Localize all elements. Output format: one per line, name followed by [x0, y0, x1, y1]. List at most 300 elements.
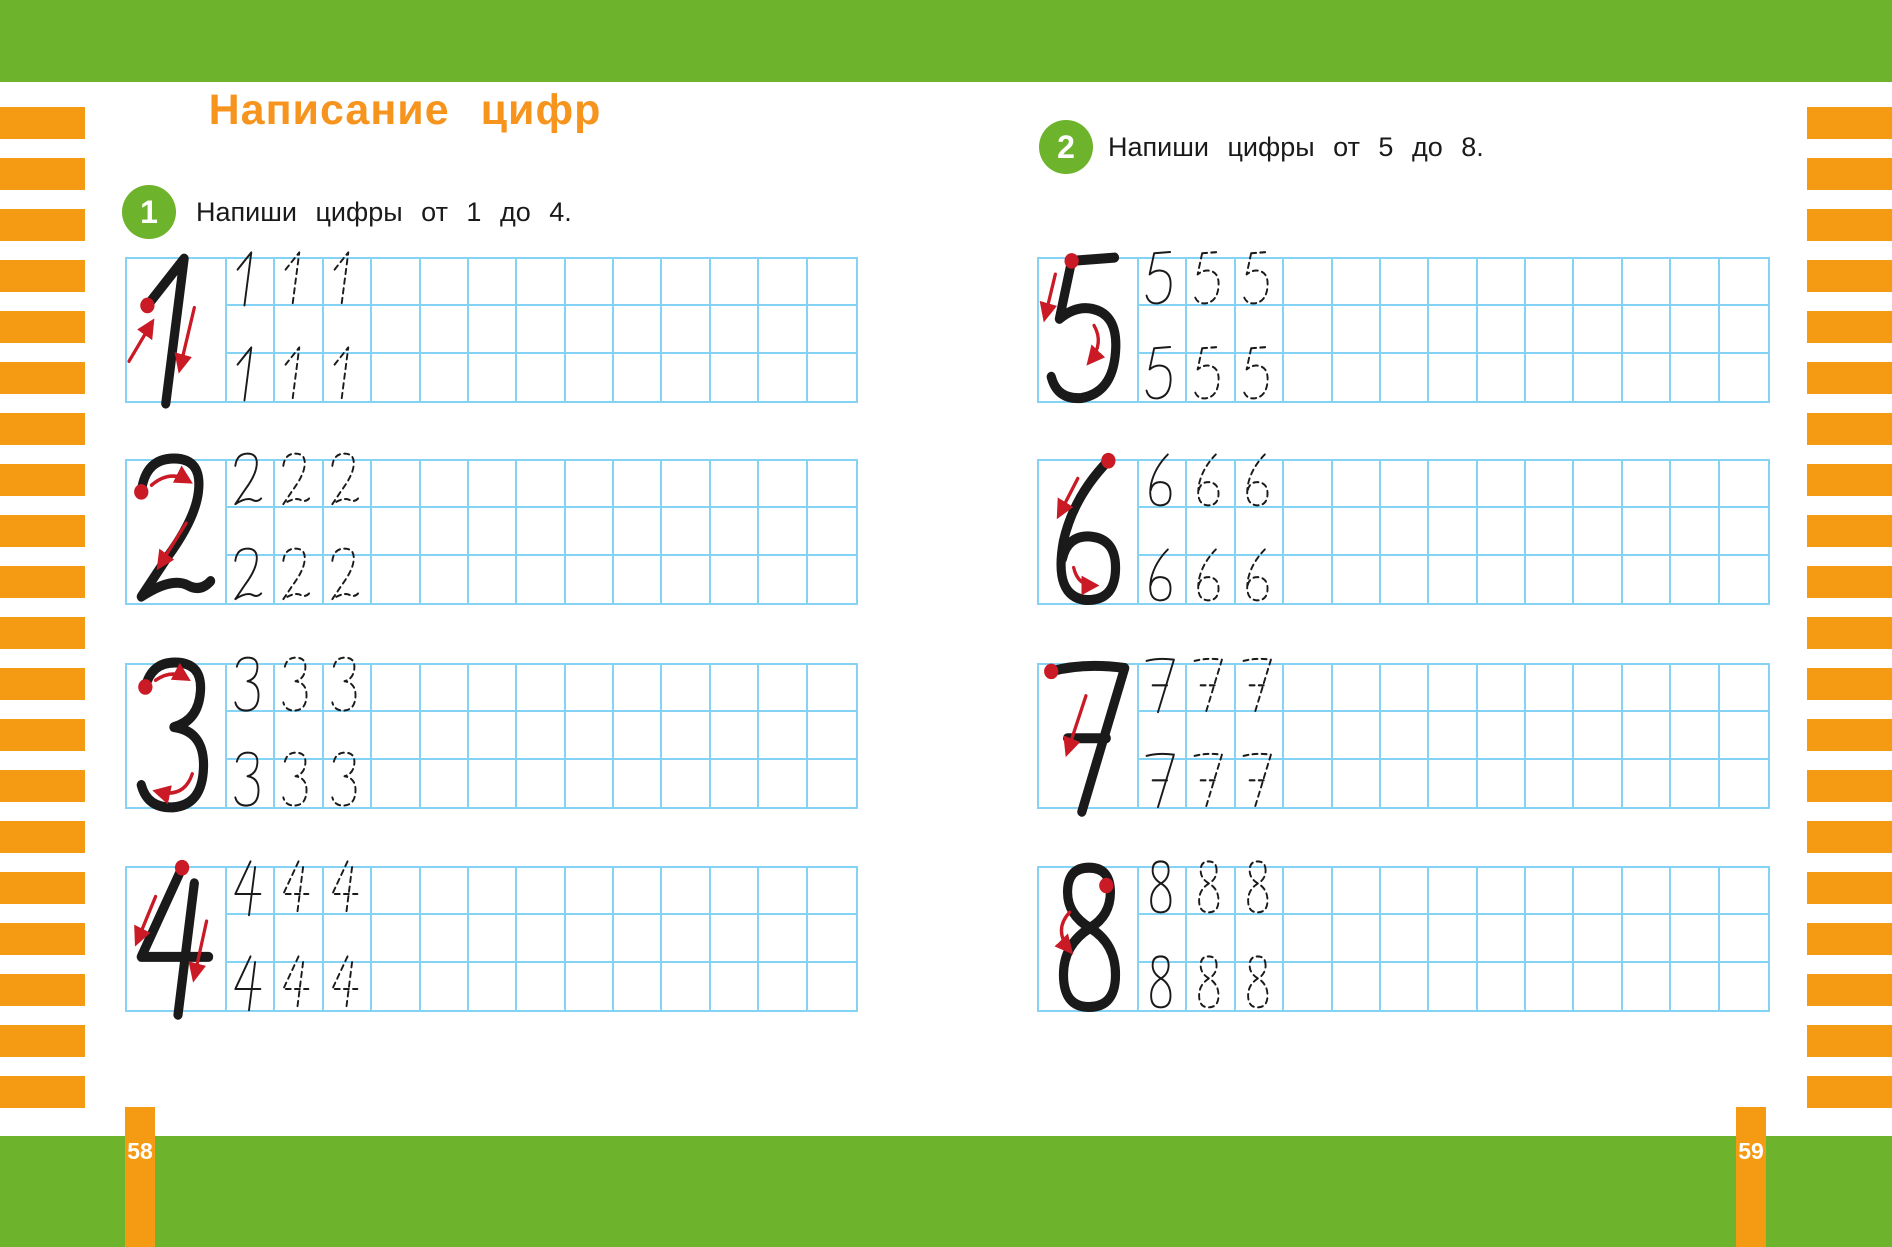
stroke-direction-arrow — [156, 674, 187, 680]
grid-cell — [1574, 760, 1622, 807]
task-1-instruction: Напиши цифры от 1 до 4. — [196, 197, 572, 227]
grid-cell — [1187, 461, 1235, 508]
grid-cell — [711, 461, 759, 508]
grid-cell — [1381, 508, 1429, 555]
digit-example-cell — [127, 665, 227, 807]
grid-cell — [227, 556, 275, 603]
grid-cell — [1526, 354, 1574, 401]
grid-cell — [566, 508, 614, 555]
grid-cell — [566, 556, 614, 603]
digit-sample-solid — [1142, 859, 1180, 916]
digit-sample-solid — [1142, 954, 1180, 1011]
grid-cell — [614, 556, 662, 603]
grid-cell — [1429, 915, 1477, 962]
grid-cell — [227, 259, 275, 306]
practice-grid — [227, 868, 856, 1010]
grid-cell — [421, 508, 469, 555]
grid-cell — [1139, 665, 1187, 712]
grid-cell — [1574, 868, 1622, 915]
grid-cell — [1526, 712, 1574, 759]
grid-cell — [1623, 963, 1671, 1010]
grid-cell — [1623, 665, 1671, 712]
grid-cell — [1139, 259, 1187, 306]
grid-cell — [614, 760, 662, 807]
right-page-number: 59 — [1738, 1138, 1764, 1164]
grid-cell — [1526, 915, 1574, 962]
grid-cell — [662, 963, 710, 1010]
digit-sample-dashed — [278, 250, 316, 307]
grid-cell — [662, 915, 710, 962]
grid-cell — [566, 461, 614, 508]
digit-block-1 — [125, 257, 858, 403]
grid-cell — [1187, 354, 1235, 401]
stroke-start-dot — [175, 860, 189, 876]
digit-sample-dashed — [327, 751, 365, 808]
grid-cell — [1333, 306, 1381, 353]
practice-grid — [227, 259, 856, 401]
grid-cell — [1623, 556, 1671, 603]
grid-cell — [711, 306, 759, 353]
grid-cell — [759, 259, 807, 306]
grid-cell — [1720, 963, 1768, 1010]
grid-cell — [566, 915, 614, 962]
grid-cell — [469, 915, 517, 962]
grid-cell — [227, 354, 275, 401]
grid-cell — [517, 461, 565, 508]
grid-cell — [517, 963, 565, 1010]
digit-sample-dashed — [278, 751, 316, 808]
grid-cell — [1720, 915, 1768, 962]
grid-cell — [324, 556, 372, 603]
grid-cell — [1429, 760, 1477, 807]
grid-cell — [517, 306, 565, 353]
digit-example-large — [1039, 861, 1141, 1017]
digit-block-5 — [1037, 257, 1770, 403]
digit-block-4 — [125, 866, 858, 1012]
grid-cell — [1284, 915, 1332, 962]
grid-cell — [711, 508, 759, 555]
grid-cell — [1623, 712, 1671, 759]
grid-cell — [759, 508, 807, 555]
grid-cell — [614, 259, 662, 306]
grid-cell — [1671, 556, 1719, 603]
digit-sample-solid — [1142, 751, 1180, 808]
grid-cell — [1333, 354, 1381, 401]
top-green-bar — [0, 0, 1892, 82]
grid-cell — [711, 665, 759, 712]
grid-cell — [1333, 556, 1381, 603]
grid-cell — [1671, 915, 1719, 962]
page-title: Написание цифр — [208, 86, 602, 134]
digit-sample-solid — [230, 345, 268, 402]
grid-cell — [1671, 259, 1719, 306]
grid-cell — [227, 963, 275, 1010]
grid-cell — [372, 963, 420, 1010]
grid-cell — [1429, 556, 1477, 603]
grid-cell — [275, 556, 323, 603]
grid-cell — [711, 868, 759, 915]
digit-example-cell — [1039, 259, 1139, 401]
grid-cell — [614, 354, 662, 401]
grid-cell — [324, 868, 372, 915]
grid-cell — [372, 259, 420, 306]
grid-cell — [808, 712, 856, 759]
digit-sample-dashed — [327, 954, 365, 1011]
digit-sample-dashed — [1239, 656, 1277, 713]
grid-cell — [1671, 508, 1719, 555]
grid-cell — [1284, 760, 1332, 807]
digit-block-6 — [1037, 459, 1770, 605]
grid-cell — [1623, 354, 1671, 401]
grid-cell — [1284, 963, 1332, 1010]
grid-cell — [759, 963, 807, 1010]
grid-cell — [1671, 868, 1719, 915]
grid-cell — [1139, 556, 1187, 603]
grid-cell — [517, 556, 565, 603]
digit-sample-dashed — [1239, 345, 1277, 402]
grid-cell — [1478, 868, 1526, 915]
grid-cell — [1333, 868, 1381, 915]
grid-cell — [469, 461, 517, 508]
digit-example-cell — [127, 868, 227, 1010]
digit-sample-dashed — [327, 656, 365, 713]
grid-cell — [662, 508, 710, 555]
digit-block-3 — [125, 663, 858, 809]
grid-cell — [1720, 760, 1768, 807]
grid-cell — [711, 556, 759, 603]
grid-cell — [1381, 354, 1429, 401]
right-page-tab — [1736, 1107, 1766, 1247]
grid-cell — [1236, 963, 1284, 1010]
grid-cell — [275, 665, 323, 712]
grid-cell — [1284, 354, 1332, 401]
grid-cell — [566, 963, 614, 1010]
digit-sample-dashed — [1190, 452, 1228, 509]
practice-grid — [1139, 665, 1768, 807]
digit-example-large — [127, 658, 229, 814]
grid-cell — [469, 963, 517, 1010]
grid-cell — [808, 915, 856, 962]
digit-sample-solid — [230, 751, 268, 808]
grid-cell — [1333, 760, 1381, 807]
grid-cell — [759, 461, 807, 508]
digit-sample-dashed — [278, 345, 316, 402]
digit-sample-dashed — [1190, 859, 1228, 916]
grid-cell — [1671, 461, 1719, 508]
grid-cell — [566, 712, 614, 759]
task-2-number-badge: 2 — [1039, 120, 1093, 174]
grid-cell — [759, 712, 807, 759]
grid-cell — [1671, 354, 1719, 401]
grid-cell — [614, 868, 662, 915]
grid-cell — [759, 354, 807, 401]
task-2-instruction: Напиши цифры от 5 до 8. — [1108, 132, 1484, 162]
grid-cell — [372, 915, 420, 962]
grid-cell — [1333, 461, 1381, 508]
grid-cell — [1671, 665, 1719, 712]
stroke-start-dot — [1101, 453, 1115, 469]
left-page-number: 58 — [127, 1138, 153, 1164]
grid-cell — [1623, 259, 1671, 306]
grid-cell — [566, 760, 614, 807]
grid-cell — [421, 712, 469, 759]
grid-cell — [1478, 461, 1526, 508]
grid-cell — [1284, 556, 1332, 603]
digit-sample-dashed — [278, 859, 316, 916]
grid-cell — [469, 259, 517, 306]
grid-cell — [1333, 963, 1381, 1010]
grid-cell — [1574, 915, 1622, 962]
grid-cell — [372, 461, 420, 508]
grid-cell — [1429, 508, 1477, 555]
grid-cell — [662, 354, 710, 401]
grid-cell — [1574, 508, 1622, 555]
digit-example-cell — [1039, 461, 1139, 603]
grid-cell — [1139, 760, 1187, 807]
digit-sample-dashed — [1239, 547, 1277, 604]
grid-cell — [662, 259, 710, 306]
grid-cell — [372, 760, 420, 807]
grid-cell — [1429, 354, 1477, 401]
digit-example-cell — [1039, 868, 1139, 1010]
grid-cell — [662, 868, 710, 915]
grid-cell — [1381, 556, 1429, 603]
stroke-start-dot — [138, 679, 152, 695]
grid-cell — [711, 354, 759, 401]
grid-cell — [1623, 461, 1671, 508]
grid-cell — [1187, 868, 1235, 915]
grid-cell — [1333, 259, 1381, 306]
task-1-number-badge: 1 — [122, 185, 176, 239]
digit-block-2 — [125, 459, 858, 605]
grid-cell — [1333, 508, 1381, 555]
bottom-green-bar — [0, 1136, 1892, 1247]
grid-cell — [1236, 354, 1284, 401]
grid-cell — [1671, 963, 1719, 1010]
grid-cell — [1623, 306, 1671, 353]
grid-cell — [1333, 665, 1381, 712]
grid-cell — [421, 665, 469, 712]
grid-cell — [1429, 712, 1477, 759]
stroke-direction-arrow — [158, 774, 193, 793]
grid-cell — [1720, 712, 1768, 759]
stroke-start-dot — [134, 484, 148, 500]
grid-cell — [808, 306, 856, 353]
grid-cell — [1720, 868, 1768, 915]
grid-cell — [1574, 259, 1622, 306]
grid-cell — [1526, 760, 1574, 807]
digit-example-large — [1039, 658, 1141, 814]
grid-cell — [517, 665, 565, 712]
grid-cell — [469, 712, 517, 759]
grid-cell — [808, 556, 856, 603]
digit-example-large — [127, 861, 229, 1017]
grid-cell — [1284, 508, 1332, 555]
grid-cell — [372, 712, 420, 759]
grid-cell — [421, 354, 469, 401]
grid-cell — [1623, 915, 1671, 962]
grid-cell — [1381, 760, 1429, 807]
grid-cell — [1478, 354, 1526, 401]
grid-cell — [469, 760, 517, 807]
grid-cell — [517, 915, 565, 962]
left-page-tab — [125, 1107, 155, 1247]
grid-cell — [566, 354, 614, 401]
grid-cell — [1187, 259, 1235, 306]
digit-sample-solid — [230, 452, 268, 509]
grid-cell — [1139, 963, 1187, 1010]
grid-cell — [1381, 306, 1429, 353]
grid-cell — [614, 306, 662, 353]
grid-cell — [1478, 556, 1526, 603]
grid-cell — [1429, 461, 1477, 508]
grid-cell — [1478, 508, 1526, 555]
practice-grid — [227, 461, 856, 603]
grid-cell — [1574, 712, 1622, 759]
digit-sample-dashed — [278, 656, 316, 713]
grid-cell — [1236, 556, 1284, 603]
digit-sample-solid — [1142, 547, 1180, 604]
stroke-start-dot — [1099, 878, 1113, 894]
grid-cell — [421, 915, 469, 962]
grid-cell — [1284, 306, 1332, 353]
grid-cell — [469, 306, 517, 353]
grid-cell — [324, 259, 372, 306]
grid-cell — [1284, 259, 1332, 306]
grid-cell — [566, 868, 614, 915]
grid-cell — [1381, 665, 1429, 712]
grid-cell — [275, 760, 323, 807]
digit-sample-dashed — [278, 452, 316, 509]
grid-cell — [1671, 306, 1719, 353]
grid-cell — [372, 354, 420, 401]
digit-sample-dashed — [327, 452, 365, 509]
grid-cell — [759, 306, 807, 353]
grid-cell — [1623, 760, 1671, 807]
grid-cell — [1720, 461, 1768, 508]
grid-cell — [421, 461, 469, 508]
grid-cell — [711, 259, 759, 306]
grid-cell — [1284, 461, 1332, 508]
digit-sample-dashed — [327, 345, 365, 402]
grid-cell — [1526, 259, 1574, 306]
practice-grid — [227, 665, 856, 807]
grid-cell — [1478, 259, 1526, 306]
digit-sample-solid — [1142, 452, 1180, 509]
grid-cell — [517, 259, 565, 306]
left-stripes-decoration — [0, 107, 85, 1108]
right-stripes-decoration — [1807, 107, 1892, 1108]
stroke-direction-arrow — [1074, 568, 1094, 586]
grid-cell — [1478, 665, 1526, 712]
grid-cell — [1574, 306, 1622, 353]
grid-cell — [1284, 665, 1332, 712]
grid-cell — [469, 665, 517, 712]
digit-sample-dashed — [278, 547, 316, 604]
grid-cell — [662, 665, 710, 712]
grid-cell — [1720, 259, 1768, 306]
stroke-direction-arrow — [194, 921, 206, 977]
stroke-direction-arrow — [160, 523, 187, 565]
grid-cell — [1333, 915, 1381, 962]
grid-cell — [1526, 868, 1574, 915]
grid-cell — [1526, 963, 1574, 1010]
grid-cell — [1429, 868, 1477, 915]
digit-sample-dashed — [1239, 250, 1277, 307]
grid-cell — [1236, 760, 1284, 807]
grid-cell — [1526, 461, 1574, 508]
digit-sample-solid — [1142, 345, 1180, 402]
digit-block-7 — [1037, 663, 1770, 809]
digit-example-cell — [1039, 665, 1139, 807]
digit-block-8 — [1037, 866, 1770, 1012]
digit-example-cell — [127, 259, 227, 401]
grid-cell — [1284, 712, 1332, 759]
digit-sample-dashed — [327, 859, 365, 916]
grid-cell — [662, 712, 710, 759]
grid-cell — [1720, 665, 1768, 712]
grid-cell — [227, 868, 275, 915]
grid-cell — [1381, 868, 1429, 915]
stroke-direction-arrow — [151, 476, 188, 485]
grid-cell — [808, 868, 856, 915]
digit-example-large — [1039, 252, 1141, 408]
grid-cell — [517, 508, 565, 555]
grid-cell — [469, 556, 517, 603]
grid-cell — [324, 665, 372, 712]
grid-cell — [1720, 556, 1768, 603]
stroke-start-dot — [140, 298, 154, 314]
grid-cell — [517, 868, 565, 915]
grid-cell — [517, 712, 565, 759]
digit-example-cell — [127, 461, 227, 603]
grid-cell — [1187, 556, 1235, 603]
grid-cell — [372, 868, 420, 915]
grid-cell — [1429, 963, 1477, 1010]
grid-cell — [1187, 963, 1235, 1010]
digit-sample-dashed — [278, 954, 316, 1011]
grid-cell — [1526, 556, 1574, 603]
grid-cell — [1381, 259, 1429, 306]
grid-cell — [372, 665, 420, 712]
grid-cell — [421, 963, 469, 1010]
grid-cell — [421, 760, 469, 807]
digit-sample-dashed — [1239, 954, 1277, 1011]
digit-sample-dashed — [327, 547, 365, 604]
grid-cell — [1720, 354, 1768, 401]
grid-cell — [517, 760, 565, 807]
grid-cell — [1187, 760, 1235, 807]
stroke-start-dot — [1044, 664, 1058, 680]
grid-cell — [662, 306, 710, 353]
grid-cell — [1478, 306, 1526, 353]
grid-cell — [1526, 665, 1574, 712]
grid-cell — [1236, 665, 1284, 712]
grid-cell — [275, 868, 323, 915]
digit-sample-solid — [230, 250, 268, 307]
digit-sample-dashed — [1190, 547, 1228, 604]
digit-sample-dashed — [327, 250, 365, 307]
grid-cell — [1574, 665, 1622, 712]
grid-cell — [1333, 712, 1381, 759]
grid-cell — [227, 665, 275, 712]
grid-cell — [421, 306, 469, 353]
stroke-direction-arrow — [180, 308, 194, 368]
grid-cell — [1381, 915, 1429, 962]
practice-grid — [1139, 461, 1768, 603]
grid-cell — [1381, 963, 1429, 1010]
grid-cell — [275, 963, 323, 1010]
